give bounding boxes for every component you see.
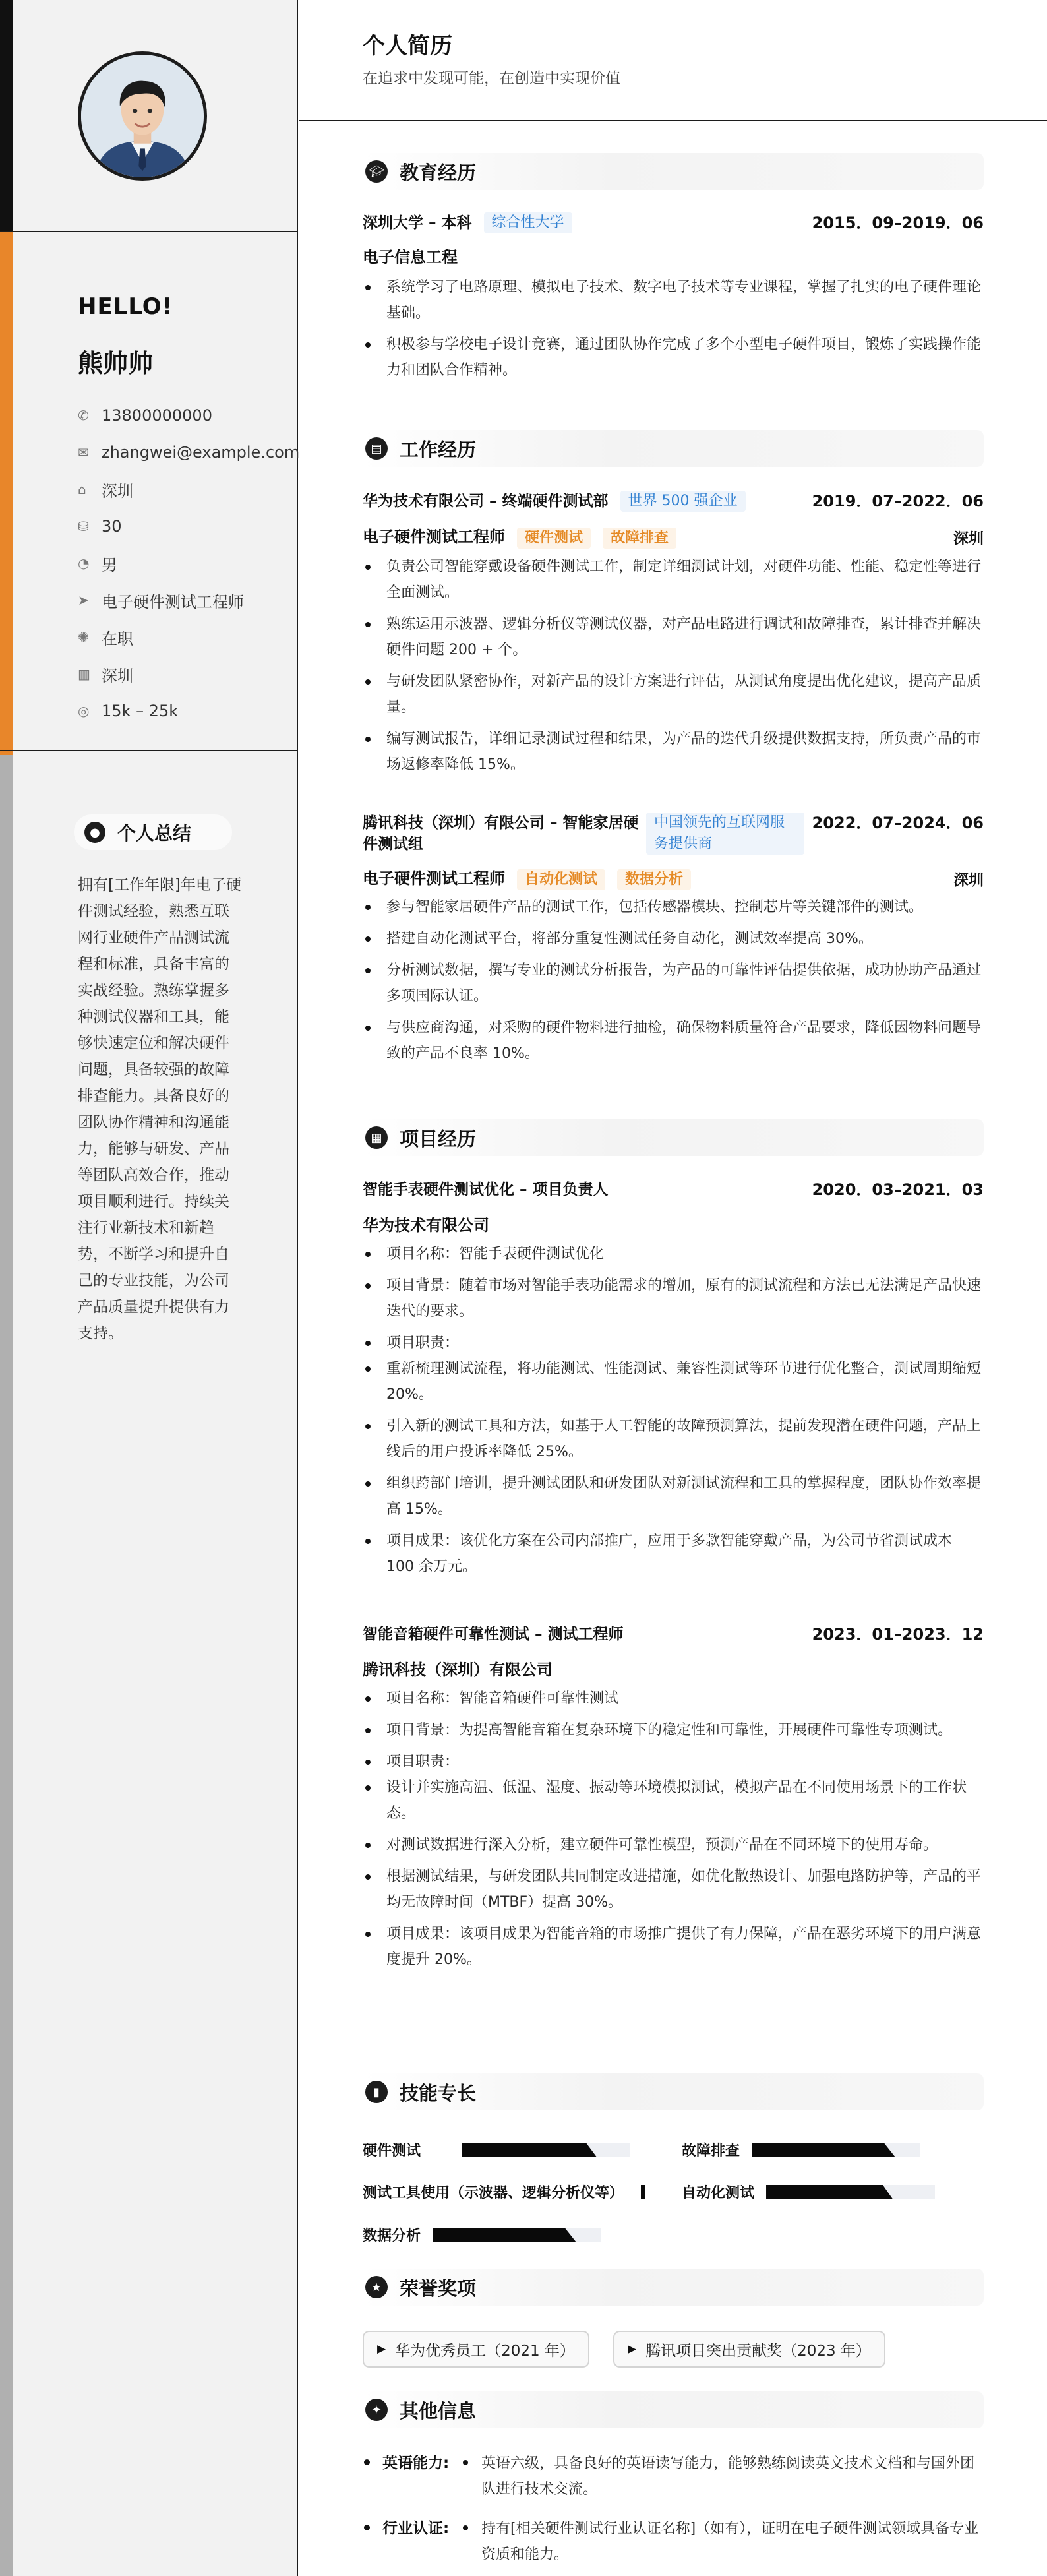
- contact-info-item: [78, 471, 299, 508]
- list-item: 搭建自动化测试平台，将部分重复性测试任务自动化，测试效率提高 30%。: [363, 926, 984, 952]
- work-heading: [363, 430, 984, 467]
- list-item: 项目成果：该优化方案在公司内部推广，应用于多款智能穿戴产品，为公司节省测试成本 100 余万元。: [363, 1528, 984, 1579]
- briefcase-icon: ▤: [365, 437, 388, 460]
- award-icon: ★: [365, 2276, 388, 2298]
- page-title: 个人简历: [363, 33, 452, 59]
- job-date: 2022．07–2024．06: [812, 814, 984, 832]
- work-section: [363, 430, 984, 467]
- summary-title: 个人总结: [117, 822, 192, 844]
- job-date: 2019．07–2022．06: [812, 492, 984, 510]
- phone-icon: ✆: [78, 408, 89, 423]
- project-date: 2020．03–2021．03: [812, 1181, 984, 1199]
- page-subtitle: 在追求中发现可能，在创造中实现价值: [363, 70, 620, 87]
- school-tag: 综合性大学: [484, 212, 572, 233]
- work-title: 工作经历: [400, 438, 477, 461]
- project-bullets: [363, 1241, 984, 1579]
- job-city: 深圳: [953, 530, 984, 547]
- award-label: 腾讯项目突出贡献奖（2023 年）: [645, 2342, 871, 2360]
- summary-text: 拥有[工作年限]年电子硬件测试经验，熟悉互联网行业硬件产品测试流程和标准，具备丰富的实战经验。熟练掌握多种测试仪器和工具，能够快速定位和解决硬件问题，具备较强的故障排查能力。具备良好的团队协作精神和沟通能力，能够与研发、产品等团队高效合作，推动项目顺利进行。持续关注行业新技术和新趋势，不断学习和提升自己的专业技能，为公司产品质量提升提供有力支持。: [78, 876, 241, 1342]
- major: 电子信息工程: [363, 248, 458, 266]
- education-title: 教育经历: [400, 161, 477, 184]
- list-item: 与研发团队紧密协作，对新产品的设计方案进行评估，从测试角度提出优化建议，提高产品质量。: [363, 669, 984, 720]
- list-item: 负责公司智能穿戴设备硬件测试工作，制定详细测试计划，对硬件功能、性能、稳定性等进行全面测试。: [363, 554, 984, 605]
- company-label: 华为技术有限公司 – 终端硬件测试部: [363, 493, 609, 510]
- skill-label: 硬件测试: [363, 2143, 421, 2159]
- list-item: 熟练运用示波器、逻辑分析仪等测试仪器，对产品电路进行调试和故障排查，累计排查并解决硬件问题 200 + 个。: [363, 611, 984, 663]
- skill-row: [682, 2139, 920, 2160]
- list-item: 项目职责：: [363, 1330, 984, 1356]
- skill-bar-fill: [433, 2228, 576, 2242]
- contact-info-item: [78, 508, 299, 545]
- contact-info-text: 电子硬件测试工程师: [102, 592, 244, 611]
- user-icon: ●: [84, 822, 105, 843]
- skill-row: [682, 2182, 935, 2202]
- skill-bar-fill: [641, 2185, 645, 2199]
- list-item: 引入新的测试工具和方法，如基于人工智能的故障预测算法，提前发现潜在硬件问题，产品上线后的用户投诉率降低 25%。: [363, 1413, 984, 1465]
- list-item: 积极参与学校电子设计竞赛，通过团队协作完成了多个小型电子硬件项目，锻炼了实践操作能力和团队合作精神。: [363, 332, 984, 383]
- contact-info-item: [78, 692, 299, 729]
- role-label: 电子硬件测试工程师: [363, 869, 505, 888]
- skill-row: [363, 2224, 601, 2245]
- project-company: 华为技术有限公司: [363, 1216, 489, 1235]
- education-bullets: [363, 274, 984, 383]
- list-item: 设计并实施高温、低温、湿度、振动等环境模拟测试，模拟产品在不同使用场景下的工作状态。: [363, 1775, 984, 1826]
- project-name: 智能音箱硬件可靠性测试 – 测试工程师: [363, 1626, 624, 1643]
- award-item: [363, 2331, 589, 2368]
- status-icon: ✺: [78, 629, 89, 645]
- main-content: [299, 0, 1047, 2576]
- graduation-cap-icon: 🎓︎: [365, 160, 388, 183]
- skills-title: 技能专长: [400, 2081, 477, 2104]
- list-item: 系统学习了电路原理、模拟电子技术、数字电子技术等专业课程，掌握了扎实的电子硬件理论基础。: [363, 274, 984, 326]
- contact-info-text: 深圳: [102, 481, 133, 501]
- grid-icon: ▦: [365, 1126, 388, 1149]
- contact-info-text: 15k – 25k: [102, 702, 179, 720]
- list-item: 根据测试结果，与研发团队共同制定改进措施，如优化散热设计、加强电路防护等，产品的平均无故障时间（MTBF）提高 30%。: [363, 1864, 984, 1915]
- skill-label: 故障排查: [682, 2143, 740, 2159]
- awards-title: 荣誉奖项: [400, 2277, 477, 2300]
- contact-info-text: 男: [102, 555, 117, 574]
- role-label: 电子硬件测试工程师: [363, 528, 505, 546]
- contact-info-item: [78, 656, 299, 692]
- skills-section: [363, 2073, 984, 2110]
- list-item: 组织跨部门培训，提升测试团队和研发团队对新测试流程和工具的掌握程度，团队协作效率提高 15%。: [363, 1471, 984, 1522]
- list-item: 项目名称：智能音箱硬件可靠性测试: [363, 1686, 984, 1711]
- school-name: [363, 212, 572, 233]
- list-item: 与供应商沟通，对采购的硬件物料进行抽检，确保物料质量符合产品要求，降低因物料问题导致的产品不良率 10%。: [363, 1015, 984, 1066]
- list-item: 项目背景：为提高智能音箱在复杂环境下的稳定性和可靠性，开展硬件可靠性专项测试。: [363, 1717, 984, 1743]
- project-entry: [363, 1624, 984, 1973]
- education-heading: [363, 153, 984, 190]
- awards-section: [363, 2269, 984, 2306]
- job-bullets: [363, 554, 984, 778]
- other-info-key: 行业认证:: [363, 2516, 449, 2538]
- contact-info-list: [78, 397, 299, 729]
- awards-heading: [363, 2269, 984, 2306]
- avatar-portrait-icon: [81, 55, 204, 177]
- list-item: 项目职责：: [363, 1749, 984, 1775]
- skill-bar: [462, 2143, 630, 2157]
- skill-bar-fill: [752, 2143, 895, 2157]
- skill-bar: [752, 2143, 920, 2157]
- skill-row: [363, 2182, 645, 2202]
- school-label: 深圳大学 – 本科: [363, 214, 472, 231]
- list-item: 参与智能家居硬件产品的测试工作，包括传感器模块、控制芯片等关键部件的测试。: [363, 894, 984, 920]
- other-section: [363, 2391, 984, 2428]
- skill-bar: [641, 2185, 645, 2199]
- list-item: 编写测试报告，详细记录测试过程和结果，为产品的迭代升级提供数据支持，所负责产品的市场返修率降低 15%。: [363, 726, 984, 778]
- skill-bar-fill: [462, 2143, 597, 2157]
- skill-tag: 自动化测试: [517, 869, 605, 890]
- other-info-value: 持有[相关硬件测试行业认证名称]（如有），证明在电子硬件测试领域具备专业资质和能力。: [462, 2516, 982, 2567]
- skill-tag: 故障排查: [603, 528, 676, 549]
- avatar: [78, 51, 207, 181]
- skill-label: 数据分析: [363, 2228, 421, 2244]
- other-title: 其他信息: [400, 2399, 477, 2422]
- list-item: 项目成果：该项目成果为智能音箱的市场推广提供了有力保障，产品在恶劣环境下的用户满意度提升 20%。: [363, 1921, 984, 1973]
- company-name: 腾讯科技（深圳）有限公司 – 智能家居硬件测试组: [363, 814, 639, 853]
- other-heading: [363, 2391, 984, 2428]
- compass-icon: ✦: [365, 2399, 388, 2421]
- education-date: 2015．09–2019．06: [812, 214, 984, 232]
- project-bullets: [363, 1686, 984, 1973]
- skill-label: 测试工具使用（示波器、逻辑分析仪等）: [363, 2185, 624, 2201]
- job-role: [363, 868, 691, 890]
- sidebar-divider: [0, 231, 298, 232]
- accent-strip-black: [0, 0, 13, 231]
- list-item: 项目名称：智能手表硬件测试优化: [363, 1241, 984, 1267]
- cake-icon: ⛁: [78, 518, 89, 534]
- bar-chart-icon: ▮: [365, 2081, 388, 2103]
- money-icon: ◎: [78, 703, 90, 719]
- contact-info-text: 13800000000: [102, 406, 212, 425]
- job-entry: [363, 491, 984, 778]
- sidebar: [0, 0, 298, 2576]
- project-company: 腾讯科技（深圳）有限公司: [363, 1661, 553, 1679]
- skill-label: 自动化测试: [682, 2185, 755, 2201]
- skill-row: [363, 2139, 630, 2160]
- skill-bar: [766, 2185, 935, 2199]
- list-item: 对测试数据进行深入分析，建立硬件可靠性模型，预测产品在不同环境下的使用寿命。: [363, 1832, 984, 1858]
- projects-section: [363, 1119, 984, 1156]
- skill-bar: [433, 2228, 601, 2242]
- job-entry: [363, 813, 984, 1066]
- skill-tag: 数据分析: [617, 869, 691, 890]
- other-info-key: 英语能力:: [363, 2451, 449, 2472]
- person-name: 熊帅帅: [78, 349, 154, 378]
- award-item: [613, 2331, 885, 2368]
- contact-info-item: [78, 545, 299, 582]
- sidebar-divider: [0, 750, 298, 751]
- project-entry: [363, 1179, 984, 1579]
- header-divider: [299, 120, 1047, 121]
- skills-heading: [363, 2073, 984, 2110]
- award-label: 华为优秀员工（2021 年）: [395, 2342, 575, 2360]
- building-icon: ▥: [78, 666, 90, 682]
- list-item: 分析测试数据，撰写专业的测试分析报告，为产品的可靠性评估提供依据，成功协助产品通过多项国际认证。: [363, 958, 984, 1009]
- job-city: 深圳: [953, 872, 984, 889]
- skill-tag: 硬件测试: [517, 528, 591, 549]
- job-role: [363, 526, 676, 549]
- mail-icon: ✉: [78, 445, 89, 460]
- contact-info-text: 30: [102, 517, 122, 536]
- company-tag: 世界 500 强企业: [620, 491, 746, 512]
- contact-info-item: [78, 582, 299, 619]
- summary-heading: [74, 814, 232, 850]
- job-bullets: [363, 894, 984, 1066]
- send-icon: ➤: [78, 592, 89, 608]
- project-date: 2023．01–2023．12: [812, 1625, 984, 1643]
- education-section: [363, 153, 984, 383]
- contact-info-item: [78, 434, 299, 471]
- contact-info-text: zhangwei@example.com: [102, 443, 300, 462]
- projects-title: 项目经历: [400, 1127, 477, 1150]
- play-triangle-icon: ▶: [628, 2343, 637, 2356]
- contact-info-item: [78, 397, 299, 434]
- hello-greeting: HELLO!: [78, 293, 173, 320]
- other-info-value: 英语六级，具备良好的英语读写能力，能够熟练阅读英文技术文档和与国外团队进行技术交流。: [462, 2451, 982, 2502]
- project-name: 智能手表硬件测试优化 – 项目负责人: [363, 1181, 609, 1198]
- home-icon: ⌂: [78, 481, 86, 497]
- accent-strip-gray: [0, 755, 13, 2576]
- projects-heading: [363, 1119, 984, 1156]
- gender-icon: ◔: [78, 555, 90, 571]
- accent-strip-orange: [0, 231, 13, 755]
- contact-info-text: 深圳: [102, 666, 133, 685]
- contact-info-text: 在职: [102, 629, 133, 648]
- skill-bar-fill: [766, 2185, 893, 2199]
- play-triangle-icon: ▶: [377, 2343, 386, 2356]
- list-item: 重新梳理测试流程，将功能测试、性能测试、兼容性测试等环节进行优化整合，测试周期缩短 20%。: [363, 1356, 984, 1407]
- contact-info-item: [78, 619, 299, 656]
- company-name: [363, 491, 746, 512]
- company-tag: 中国领先的互联网服务提供商: [646, 813, 804, 855]
- list-item: 项目背景：随着市场对智能手表功能需求的增加，原有的测试流程和方法已无法满足产品快速迭代的要求。: [363, 1273, 984, 1324]
